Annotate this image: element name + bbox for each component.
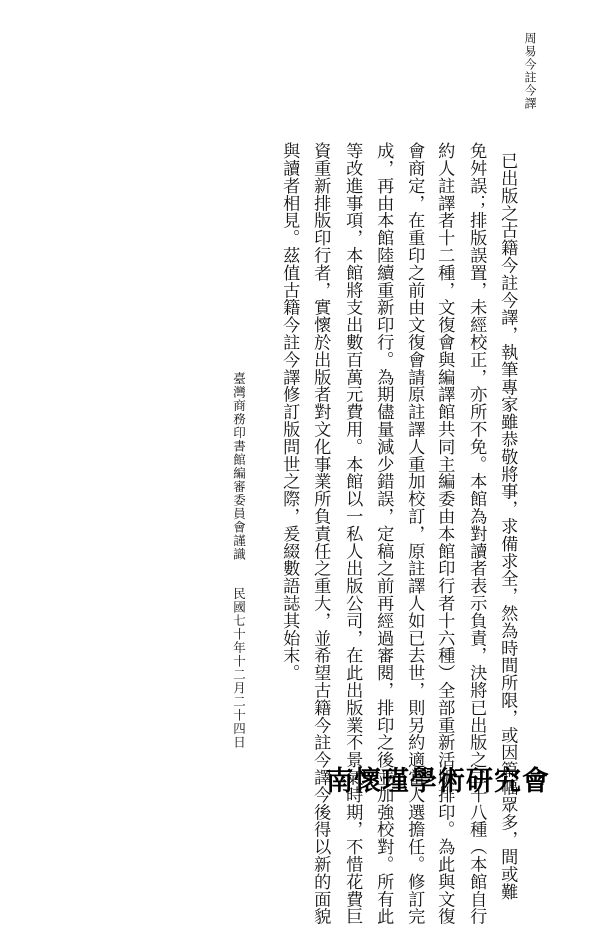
- signature-organization: 臺灣商務印書館編審委員會謹識: [231, 372, 247, 561]
- body-column-8: 與讀者相見。茲值古籍今註今譯修訂版問世之際，爰綴數語誌其始末。: [279, 142, 300, 682]
- body-column-4: 會商定，在重印之前由文復會請原註譯人重加校訂，原註譯人如已去世，則另約適當人選擔任。修訂完: [404, 142, 425, 925]
- body-column-3: 約人註譯者十二種，文復會與編譯館共同主編委由本館印行者十六種）全部重新活版排印。為此與文復: [434, 142, 455, 925]
- body-column-7: 資重新排版印行者，實懷於出版者對文化事業所負責任之重大，並希望古籍今註今譯今後得以新的面貌: [310, 142, 331, 925]
- running-head: 周易今註今譯: [523, 32, 537, 110]
- signature-date: 民國七十年十二月二十四日: [231, 587, 247, 749]
- body-column-5: 成，再由本館陸續重新印行。為期儘量減少錯誤，定稿之前再經過審閱，排印之後並加強校對。所有此: [373, 142, 394, 925]
- body-column-2: 免舛誤；排版誤置，未經校正，亦所不免。本館為對讀者表示負責，決將已出版之二十八種（本館自行: [466, 142, 487, 925]
- body-column-1: 已出版之古籍今註今譯，執筆專家雖恭敬將事，求備求全，然為時間所限，或因篇幅眾多，間或難: [497, 152, 518, 901]
- watermark-seal: 南懷瑾學術研究會: [326, 766, 550, 797]
- signature: [232, 372, 245, 749]
- body-column-6: 等改進事項，本館將支出數百萬元費用。本館以一私人出版公司，在此出版業不景氣時期，不惜花費巨: [342, 142, 363, 925]
